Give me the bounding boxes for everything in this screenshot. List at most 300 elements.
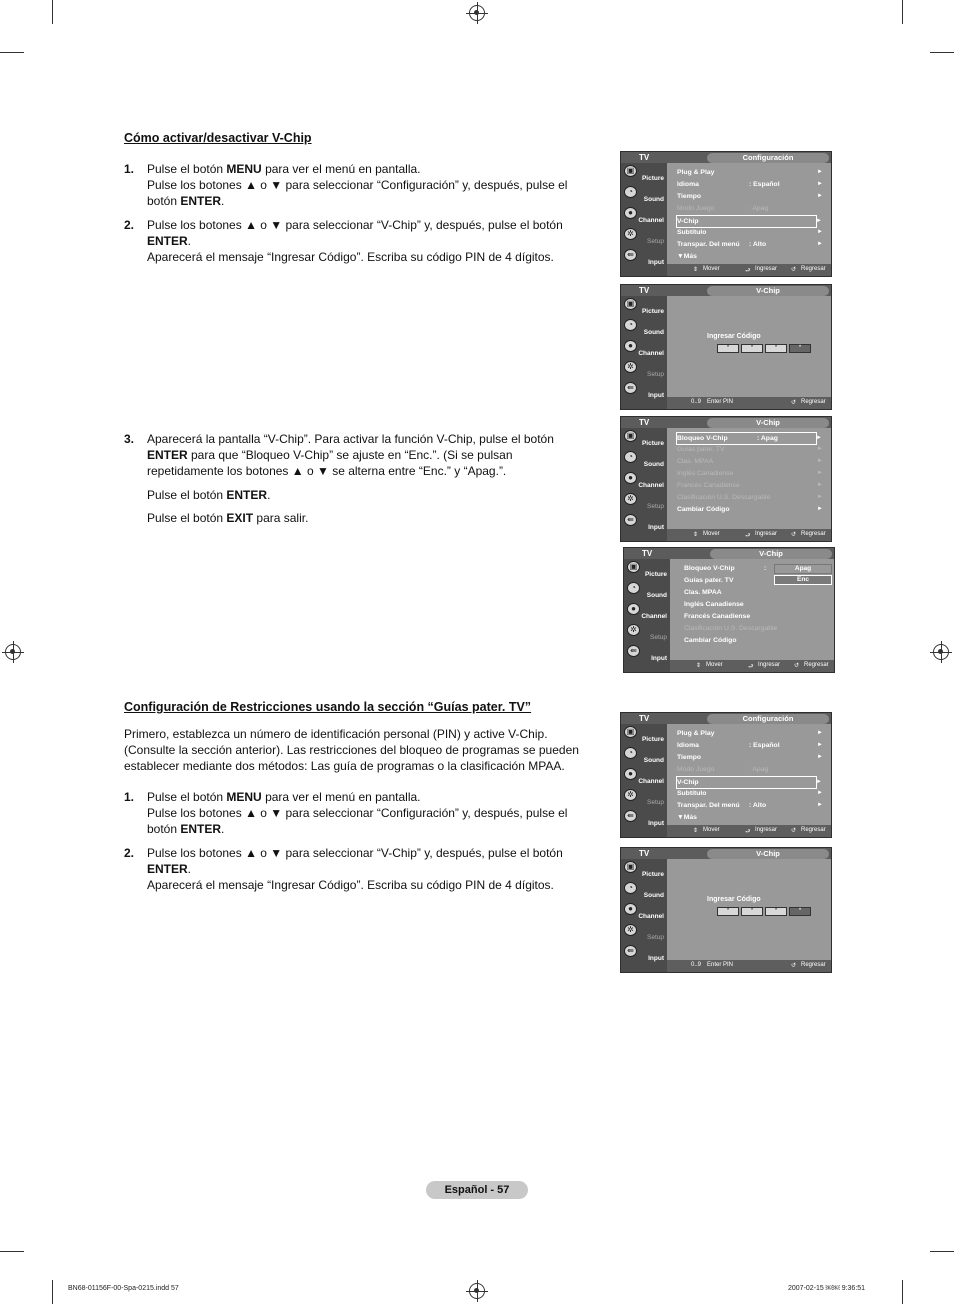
registration-mark-icon bbox=[5, 644, 21, 660]
osd-item-label: Inglés Canadiense bbox=[684, 601, 744, 608]
arrow-right-icon: ► bbox=[817, 193, 823, 199]
osd-vchip-item[interactable] bbox=[677, 504, 823, 515]
arrow-right-icon: ► bbox=[817, 506, 823, 512]
osd-nav-input[interactable] bbox=[621, 380, 667, 401]
step-1 bbox=[124, 789, 594, 838]
dropdown-option-apag[interactable]: Apag bbox=[774, 564, 832, 574]
arrow-right-icon: ► bbox=[817, 446, 823, 452]
osd-nav-label: Picture bbox=[641, 308, 664, 315]
osd-hint-mover: Mover bbox=[703, 827, 720, 833]
osd-content bbox=[667, 724, 831, 825]
input-icon: ⇚ bbox=[624, 382, 637, 394]
osd-nav-channel[interactable] bbox=[624, 601, 670, 622]
text: . bbox=[221, 194, 225, 209]
osd-bottom-bar bbox=[670, 660, 834, 672]
text: Pulse los botones ▲ o ▼ para seleccionar “Configuración” y, después, pulse el botón bbox=[147, 178, 568, 209]
osd-nav-column bbox=[621, 428, 667, 541]
osd-vchip-item[interactable] bbox=[684, 611, 820, 622]
pin-label: Ingresar Código bbox=[707, 333, 761, 340]
input-icon: ⇚ bbox=[627, 645, 640, 657]
step-3 bbox=[124, 431, 594, 526]
pin-digit-box[interactable]: * bbox=[741, 907, 763, 916]
osd-menu-item[interactable] bbox=[677, 812, 817, 823]
step-line bbox=[147, 510, 577, 526]
osd-item-label: Plug & Play bbox=[677, 169, 715, 176]
crop-mark bbox=[52, 1280, 53, 1304]
osd-nav-label: Setup bbox=[647, 503, 664, 510]
osd-menu-title: V-Chip bbox=[710, 549, 832, 559]
text: Pulse los botones ▲ o ▼ para seleccionar “V-Chip” y, después, pulse el botón bbox=[147, 846, 563, 860]
crop-mark bbox=[0, 52, 24, 53]
osd-nav-label: Channel bbox=[638, 913, 664, 920]
page-number-badge: Español - 57 bbox=[426, 1181, 528, 1199]
arrow-right-icon: ► bbox=[817, 470, 823, 476]
osd-top-bar bbox=[621, 152, 831, 163]
osd-nav-column bbox=[621, 163, 667, 276]
osd-nav-setup[interactable] bbox=[621, 491, 667, 512]
pin-digit-box[interactable]: * bbox=[741, 344, 763, 353]
crop-mark bbox=[902, 0, 903, 24]
osd-nav-label: Setup bbox=[647, 799, 664, 806]
picture-icon: ▣ bbox=[624, 726, 637, 738]
osd-item-label: Plug & Play bbox=[677, 730, 715, 737]
osd-nav-label: Picture bbox=[641, 736, 664, 743]
osd-hint-regresar: Regresar bbox=[801, 531, 826, 537]
osd-nav-label: Input bbox=[648, 955, 664, 962]
text: . bbox=[187, 862, 192, 877]
move-icon: ⇕ bbox=[693, 267, 699, 273]
osd-item-label: Transpar. Del menú bbox=[677, 241, 740, 248]
arrow-right-icon: ► bbox=[817, 790, 823, 796]
osd-nav-picture[interactable] bbox=[621, 724, 667, 745]
move-icon: ⇕ bbox=[693, 828, 699, 834]
osd-bottom-bar bbox=[667, 397, 831, 409]
osd-menu-item[interactable] bbox=[677, 227, 823, 238]
osd-nav-input[interactable] bbox=[621, 943, 667, 964]
osd-nav-label: Channel bbox=[638, 217, 664, 224]
osd-nav-label: Setup bbox=[647, 371, 664, 378]
pin-digit-box[interactable]: * bbox=[789, 344, 811, 353]
osd-menu-item[interactable] bbox=[677, 167, 823, 178]
text: Aparecerá la pantalla “V-Chip”. Para activar la función V-Chip, pulse el botón bbox=[147, 432, 554, 446]
arrow-right-icon: ► bbox=[817, 181, 823, 187]
osd-item-value: : Alto bbox=[749, 241, 767, 248]
step-number: 2. bbox=[124, 218, 135, 232]
osd-menu-item[interactable] bbox=[677, 800, 823, 811]
crop-mark bbox=[930, 1251, 954, 1252]
arrow-right-icon: ► bbox=[817, 494, 823, 500]
step-2 bbox=[124, 845, 594, 894]
key-exit: EXIT bbox=[226, 510, 254, 525]
osd-item-label: Subtítulo bbox=[677, 229, 707, 236]
osd-hint-mover: Mover bbox=[706, 662, 723, 668]
osd-top-bar bbox=[621, 285, 831, 296]
osd-hint-ingresar: Ingresar bbox=[755, 531, 778, 537]
step-line bbox=[147, 217, 594, 249]
enter-icon: ⮐ bbox=[745, 829, 751, 835]
section-heading-vchip: Cómo activar/desactivar V-Chip bbox=[124, 131, 312, 145]
osd-content bbox=[667, 163, 831, 264]
osd-nav-picture[interactable] bbox=[621, 163, 667, 184]
osd-nav-channel[interactable] bbox=[621, 205, 667, 226]
osd-nav-label: Picture bbox=[641, 175, 664, 182]
tv-osd-screen bbox=[620, 151, 832, 277]
osd-item-label: Clasificación U.S. Descargable bbox=[684, 625, 778, 632]
osd-nav-label: Sound bbox=[643, 196, 664, 203]
osd-item-label: ▼Más bbox=[677, 814, 697, 821]
osd-nav-channel[interactable] bbox=[621, 766, 667, 787]
osd-nav-sound[interactable] bbox=[621, 880, 667, 901]
input-icon: ⇚ bbox=[624, 945, 637, 957]
osd-hint-regresar: Regresar bbox=[801, 962, 826, 968]
input-icon: ⇚ bbox=[624, 249, 637, 261]
osd-nav-label: Input bbox=[648, 392, 664, 399]
footer-date: 2007-02-15 ￼￼ 9:36:51 bbox=[788, 1285, 866, 1292]
osd-item-label: Modo Juego bbox=[677, 766, 715, 773]
osd-tv-label: TV bbox=[639, 153, 650, 162]
osd-bottom-bar bbox=[667, 529, 831, 541]
step-line bbox=[147, 845, 594, 877]
osd-menu-title: Configuración bbox=[707, 714, 829, 724]
osd-nav-input[interactable] bbox=[621, 512, 667, 533]
osd-nav-input[interactable] bbox=[624, 643, 670, 664]
text: Pulse el botón bbox=[147, 510, 227, 525]
pin-digit-box[interactable]: * bbox=[717, 907, 739, 916]
osd-nav-label: Input bbox=[648, 820, 664, 827]
sound-icon: ◔ bbox=[624, 747, 637, 759]
osd-colon: : bbox=[764, 565, 767, 572]
crop-mark bbox=[52, 0, 53, 24]
step-number: 1. bbox=[124, 790, 135, 804]
arrow-right-icon: ► bbox=[816, 218, 822, 224]
pin-label: Ingresar Código bbox=[707, 896, 761, 903]
osd-nav-label: Picture bbox=[641, 440, 664, 447]
osd-item-label: Transpar. Del menú bbox=[677, 802, 740, 809]
osd-item-label: Bloqueo V-Chip bbox=[677, 435, 728, 442]
osd-nav-sound[interactable] bbox=[621, 449, 667, 470]
footer-file: BN68-01156F-00-Spa-0215.indd 57 bbox=[68, 1285, 179, 1292]
channel-icon: ● bbox=[624, 768, 637, 780]
arrow-right-icon: ► bbox=[816, 435, 822, 441]
arrow-right-icon: ► bbox=[816, 779, 822, 785]
key-menu: MENU bbox=[226, 790, 262, 804]
osd-nav-sound[interactable] bbox=[621, 745, 667, 766]
osd-nav-label: Sound bbox=[643, 329, 664, 336]
picture-icon: ▣ bbox=[627, 561, 640, 573]
osd-hint-ingresar: Ingresar bbox=[755, 827, 778, 833]
step-line bbox=[147, 487, 577, 503]
step-line: Aparecerá el mensaje “Ingresar Código”. Escriba su código PIN de 4 dígitos. bbox=[147, 878, 554, 893]
osd-nav-setup[interactable] bbox=[621, 226, 667, 247]
osd-bottom-bar bbox=[667, 825, 831, 837]
sound-icon: ◔ bbox=[624, 882, 637, 894]
osd-item-label: Idioma bbox=[677, 742, 699, 749]
text: . bbox=[221, 822, 225, 837]
channel-icon: ● bbox=[624, 903, 637, 915]
osd-nav-sound[interactable] bbox=[624, 580, 670, 601]
osd-nav-label: Setup bbox=[650, 634, 667, 641]
osd-item-label: ▼Más bbox=[677, 253, 697, 260]
osd-nav-input[interactable] bbox=[621, 808, 667, 829]
osd-nav-picture[interactable] bbox=[624, 559, 670, 580]
key-enter: ENTER bbox=[147, 448, 188, 463]
osd-nav-label: Input bbox=[648, 524, 664, 531]
step-line bbox=[147, 805, 594, 837]
channel-icon: ● bbox=[627, 603, 640, 615]
osd-item-label: Cambiar Código bbox=[677, 506, 730, 513]
text: para ver el menú en pantalla. bbox=[261, 162, 421, 176]
osd-item-value: : Apag bbox=[749, 766, 769, 773]
pin-digit-box[interactable]: * bbox=[765, 344, 787, 353]
text: para que “Bloqueo V-Chip” se ajuste en “Enc.”. (Si se pulsan repetidamente los botones ▲ o ▼ se alterna entre “Enc.” y “Apag.”. bbox=[147, 448, 513, 479]
key-enter: ENTER bbox=[180, 822, 222, 837]
picture-icon: ▣ bbox=[624, 430, 637, 442]
osd-nav-label: Sound bbox=[643, 892, 664, 899]
step-line bbox=[147, 161, 594, 177]
osd-hint-ingresar: Ingresar bbox=[758, 662, 781, 668]
channel-icon: ● bbox=[624, 207, 637, 219]
osd-menu-title: V-Chip bbox=[707, 286, 829, 296]
osd-vchip-item[interactable] bbox=[677, 456, 823, 467]
osd-nav-channel[interactable] bbox=[621, 470, 667, 491]
osd-item-value: : Apag bbox=[749, 205, 769, 212]
input-icon: ⇚ bbox=[624, 810, 637, 822]
intro-paragraph: Primero, establezca un número de identificación personal (PIN) y active V-Chip. (Consulte la sección anterior). Las restricciones del bloqueo de programas se pueden establecer mediante dos métodos: Las guía de programas o la clasificación MPAA. bbox=[124, 727, 579, 774]
arrow-right-icon: ► bbox=[817, 754, 823, 760]
arrow-right-icon: ► bbox=[817, 742, 823, 748]
osd-nav-channel[interactable] bbox=[621, 901, 667, 922]
pin-keys-icon: 0..9 bbox=[691, 962, 702, 968]
osd-nav-setup[interactable] bbox=[621, 787, 667, 808]
osd-nav-label: Setup bbox=[647, 238, 664, 245]
osd-item-label: Francés Canadiense bbox=[684, 613, 751, 620]
channel-icon: ● bbox=[624, 472, 637, 484]
osd-nav-sound[interactable] bbox=[621, 317, 667, 338]
picture-icon: ▣ bbox=[624, 298, 637, 310]
osd-nav-label: Picture bbox=[641, 871, 664, 878]
osd-menu-item[interactable] bbox=[677, 740, 823, 751]
pin-digit-box[interactable]: * bbox=[789, 907, 811, 916]
osd-top-bar bbox=[621, 848, 831, 859]
osd-item-label: Guías pater. TV bbox=[684, 577, 734, 584]
step-line bbox=[147, 177, 594, 209]
crop-mark bbox=[930, 52, 954, 53]
osd-item-label: Inglés Canadiense bbox=[677, 470, 734, 477]
key-enter: ENTER bbox=[147, 234, 188, 249]
osd-top-bar bbox=[621, 713, 831, 724]
osd-item-value: : Español bbox=[749, 742, 780, 749]
tv-osd-screen bbox=[623, 547, 835, 673]
text: Pulse los botones ▲ o ▼ para seleccionar “Configuración” y, después, pulse el botón bbox=[147, 806, 568, 837]
osd-item-label: Clas. MPAA bbox=[684, 589, 722, 596]
osd-nav-label: Channel bbox=[638, 482, 664, 489]
osd-vchip-item[interactable] bbox=[684, 623, 820, 634]
osd-item-label: Tiempo bbox=[677, 193, 702, 200]
step-1 bbox=[124, 161, 594, 210]
setup-icon: ✲ bbox=[624, 228, 637, 240]
crop-mark bbox=[0, 1251, 24, 1252]
osd-item-label: Clas. MPAA bbox=[677, 458, 714, 465]
osd-nav-picture[interactable] bbox=[621, 859, 667, 880]
osd-menu-item[interactable] bbox=[677, 728, 823, 739]
step-number: 2. bbox=[124, 846, 135, 860]
text: para salir. bbox=[253, 510, 309, 525]
osd-hint-regresar: Regresar bbox=[801, 827, 826, 833]
osd-nav-column bbox=[621, 724, 667, 837]
osd-nav-picture[interactable] bbox=[621, 296, 667, 317]
osd-menu-item[interactable] bbox=[677, 752, 823, 763]
arrow-right-icon: ► bbox=[817, 229, 823, 235]
osd-nav-label: Sound bbox=[643, 757, 664, 764]
setup-icon: ✲ bbox=[624, 361, 637, 373]
osd-top-bar bbox=[624, 548, 834, 559]
osd-vchip-item[interactable] bbox=[684, 635, 820, 646]
osd-item-label: V-Chip bbox=[677, 218, 699, 225]
enter-icon: ⮐ bbox=[745, 533, 751, 539]
osd-vchip-item[interactable] bbox=[677, 444, 823, 455]
registration-mark-icon bbox=[933, 644, 949, 660]
osd-hint-ingresar: Ingresar bbox=[755, 266, 778, 272]
osd-nav-sound[interactable] bbox=[621, 184, 667, 205]
channel-icon: ● bbox=[624, 340, 637, 352]
osd-content bbox=[667, 428, 831, 529]
arrow-right-icon: ► bbox=[817, 730, 823, 736]
text: . bbox=[187, 234, 192, 249]
osd-item-label: Clasificación U.S. Descargable bbox=[677, 494, 771, 501]
move-icon: ⇕ bbox=[693, 532, 699, 538]
osd-nav-label: Input bbox=[651, 655, 667, 662]
osd-nav-setup[interactable] bbox=[621, 359, 667, 380]
osd-bottom-bar bbox=[667, 960, 831, 972]
osd-item-label: Tiempo bbox=[677, 754, 702, 761]
dropdown-option-enc[interactable]: Enc bbox=[774, 575, 832, 585]
move-icon: ⇕ bbox=[696, 663, 702, 669]
text: Pulse el botón bbox=[147, 487, 227, 502]
pin-keys-icon: 0..9 bbox=[691, 399, 702, 405]
input-icon: ⇚ bbox=[624, 514, 637, 526]
osd-tv-label: TV bbox=[639, 714, 650, 723]
osd-nav-label: Picture bbox=[644, 571, 667, 578]
setup-icon: ✲ bbox=[627, 624, 640, 636]
arrow-right-icon: ► bbox=[817, 482, 823, 488]
osd-nav-label: Sound bbox=[646, 592, 667, 599]
osd-nav-label: Sound bbox=[643, 461, 664, 468]
text: Pulse los botones ▲ o ▼ para seleccionar “V-Chip” y, después, pulse el botón bbox=[147, 218, 563, 232]
osd-menu-item[interactable] bbox=[677, 203, 817, 214]
registration-mark-icon bbox=[469, 5, 485, 21]
osd-item-label: V-Chip bbox=[677, 779, 699, 786]
picture-icon: ▣ bbox=[624, 861, 637, 873]
osd-nav-label: Input bbox=[648, 259, 664, 266]
osd-content bbox=[670, 559, 834, 660]
pin-digit-box[interactable]: * bbox=[765, 907, 787, 916]
osd-menu-item[interactable] bbox=[677, 179, 823, 190]
osd-top-bar bbox=[621, 417, 831, 428]
osd-bottom-bar bbox=[667, 264, 831, 276]
osd-menu-title: V-Chip bbox=[707, 849, 829, 859]
osd-nav-channel[interactable] bbox=[621, 338, 667, 359]
sound-icon: ◔ bbox=[627, 582, 640, 594]
pin-digit-box[interactable]: * bbox=[717, 344, 739, 353]
osd-tv-label: TV bbox=[639, 418, 650, 427]
tv-osd-screen bbox=[620, 712, 832, 838]
osd-vchip-item[interactable] bbox=[677, 480, 823, 491]
key-enter: ENTER bbox=[147, 862, 188, 877]
setup-icon: ✲ bbox=[624, 789, 637, 801]
osd-vchip-item[interactable] bbox=[684, 587, 820, 598]
osd-vchip-item[interactable] bbox=[677, 492, 823, 503]
osd-hint-regresar: Regresar bbox=[801, 399, 826, 405]
setup-icon: ✲ bbox=[624, 924, 637, 936]
osd-content bbox=[667, 859, 831, 960]
key-enter: ENTER bbox=[226, 487, 268, 502]
sound-icon: ◔ bbox=[624, 319, 637, 331]
enter-icon: ⮐ bbox=[748, 664, 754, 670]
sound-icon: ◔ bbox=[624, 451, 637, 463]
step-number: 1. bbox=[124, 162, 135, 176]
section-heading-restrictions: Configuración de Restricciones usando la sección “Guías pater. TV” bbox=[124, 700, 532, 714]
osd-nav-setup[interactable] bbox=[624, 622, 670, 643]
osd-item-value: : Alto bbox=[749, 802, 767, 809]
return-icon: ↺ bbox=[794, 663, 800, 669]
arrow-right-icon: ► bbox=[817, 169, 823, 175]
osd-menu-title: Configuración bbox=[707, 153, 829, 163]
step-line bbox=[147, 789, 594, 805]
osd-menu-item[interactable] bbox=[677, 788, 823, 799]
osd-hint-mover: Mover bbox=[703, 266, 720, 272]
osd-nav-input[interactable] bbox=[621, 247, 667, 268]
step-line bbox=[147, 431, 577, 480]
sound-icon: ◔ bbox=[624, 186, 637, 198]
osd-nav-column bbox=[621, 296, 667, 409]
osd-nav-setup[interactable] bbox=[621, 922, 667, 943]
osd-item-value: : Español bbox=[749, 181, 780, 188]
text: Pulse el botón bbox=[147, 790, 227, 804]
osd-menu-item[interactable] bbox=[677, 191, 823, 202]
return-icon: ↺ bbox=[791, 532, 797, 538]
key-menu: MENU bbox=[226, 162, 262, 176]
osd-content bbox=[667, 296, 831, 397]
arrow-right-icon: ► bbox=[817, 802, 823, 808]
osd-vchip-item[interactable] bbox=[677, 468, 823, 479]
text: . bbox=[267, 487, 271, 502]
osd-menu-title: V-Chip bbox=[707, 418, 829, 428]
osd-item-label: Guías pater. TV bbox=[677, 446, 725, 453]
return-icon: ↺ bbox=[791, 267, 797, 273]
osd-vchip-item[interactable] bbox=[684, 599, 820, 610]
osd-item-value: : Apag bbox=[757, 435, 778, 442]
picture-icon: ▣ bbox=[624, 165, 637, 177]
osd-hint-enter-pin: Enter PIN bbox=[707, 962, 734, 968]
osd-item-label: Francés Canadiense bbox=[677, 482, 740, 489]
tv-osd-screen bbox=[620, 284, 832, 410]
osd-nav-label: Setup bbox=[647, 934, 664, 941]
osd-tv-label: TV bbox=[642, 549, 653, 558]
step-line: Aparecerá el mensaje “Ingresar Código”. Escriba su código PIN de 4 dígitos. bbox=[147, 250, 554, 265]
osd-menu-item[interactable] bbox=[677, 764, 817, 775]
osd-nav-column bbox=[621, 859, 667, 972]
return-icon: ↺ bbox=[791, 828, 797, 834]
osd-nav-picture[interactable] bbox=[621, 428, 667, 449]
osd-nav-label: Channel bbox=[638, 350, 664, 357]
osd-item-label: Idioma bbox=[677, 181, 699, 188]
osd-menu-item[interactable] bbox=[677, 239, 823, 250]
osd-item-label: Cambiar Código bbox=[684, 637, 737, 644]
return-icon: ↺ bbox=[791, 400, 797, 406]
crop-mark bbox=[902, 1280, 903, 1304]
osd-nav-label: Channel bbox=[641, 613, 667, 620]
osd-menu-item[interactable] bbox=[677, 251, 817, 262]
